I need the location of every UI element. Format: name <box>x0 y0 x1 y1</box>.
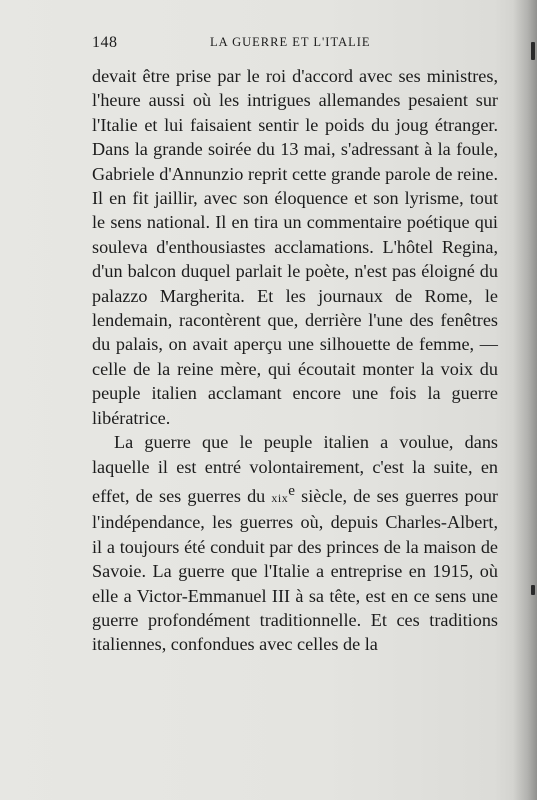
page-edge-shadow <box>513 0 537 800</box>
body-text <box>92 64 498 657</box>
paragraph-text: La guerre que le peuple italien a voulue, dans laquelle il est entré volontairement, c'est la suite, en effet, de ses guerres du <box>92 432 498 506</box>
page-number: 148 <box>92 34 118 51</box>
paragraph-continued: devait être prise par le roi d'accord avec ses ministres, l'heure aussi où les intrigues allemandes pesaient sur l'Italie et lui faisaient sentir le poids du joug étranger. Dans la grande soirée du 13 mai, s'adressant à la foule, Gabriele d'Annunzio reprit cette grande parole de reine. Il en fit jaillir, avec son éloquence et son lyrisme, tout le sens national. Il en tira un commentaire poétique qui souleva d'enthousiastes acclamations. L'hôtel Regina, d'un balcon duquel parlait le poète, n'est pas éloigné du palazzo Margherita. Et les journaux de Rome, le lendemain, racontèrent que, derrière l'une des fenêtres du palais, on avait aperçu une silhouette de femme, — celle de la reine mère, qui écoutait monter la voix du peuple italien acclamant encore une fois la guerre libératrice. <box>92 66 498 428</box>
paragraph <box>92 430 498 657</box>
century-superscript: e <box>288 481 295 499</box>
paragraph-text-continued: siècle, de ses guerres pour l'indépendance, les guerres où, depuis Charles-Albert, il a toujours été conduit par des princes de la maison de Savoie. La guerre que l'Italie a entreprise en 1915, où elle a Victor-Emmanuel III à sa tête, est en ce sens une guerre profondément traditionnelle. Et ces traditions italiennes, confondues avec celles de la <box>92 485 498 655</box>
century-numeral: xix <box>271 490 289 505</box>
page-header <box>92 34 498 52</box>
page-edge-mark <box>531 42 535 60</box>
running-head: LA GUERRE ET L'ITALIE <box>210 35 371 49</box>
page-edge-mark <box>531 585 535 595</box>
